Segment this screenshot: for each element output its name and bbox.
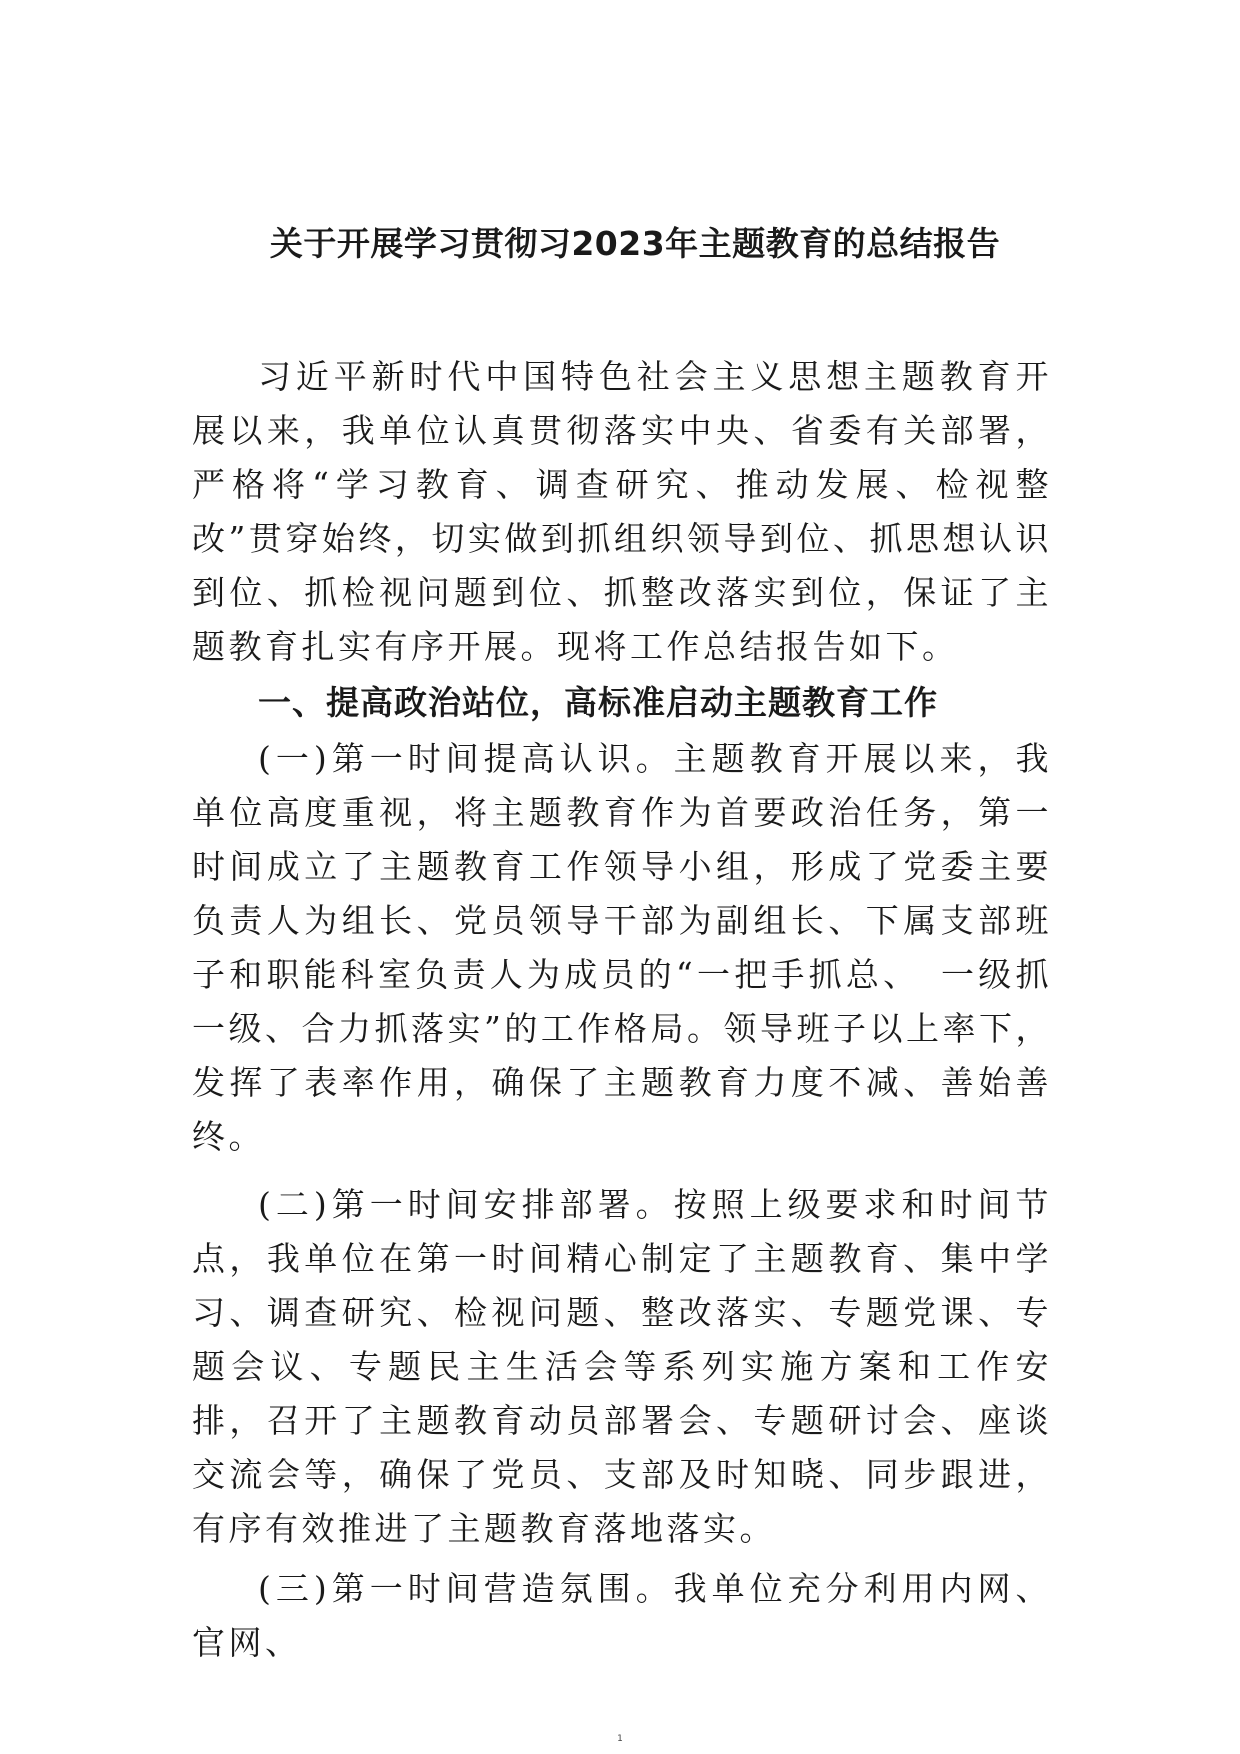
section-heading: 一、提高政治站位，高标准启动主题教育工作 xyxy=(258,683,938,722)
document-body xyxy=(192,350,1052,1670)
body-paragraph: (一)第一时间提高认识。主题教育开展以来，我单位高度重视，将主题教育作为首要政治任务，第一时间成立了主题教育工作领导小组，形成了党委主要负责人为组长、党员领导干部为副组长、下属支部班子和职能科室负责人为成员的“一把手抓总、 一级抓一级、合力抓落实”的工作格局。领导班子以上率下，发挥了表率作用，确保了主题教育力度不减、善始善终。 xyxy=(192,739,1052,1156)
document-title: 关于开展学习贯彻习2023年主题教育的总结报告 xyxy=(269,224,1001,263)
page-number: 1 xyxy=(617,1734,623,1744)
body-paragraph: (二)第一时间安排部署。按照上级要求和时间节点，我单位在第一时间精心制定了主题教育、集中学习、调查研究、检视问题、整改落实、专题党课、专题会议、专题民主生活会等系列实施方案和工作安排，召开了主题教育动员部署会、专题研讨会、座谈交流会等，确保了党员、支部及时知晓、同步跟进，有序有效推进了主题教育落地落实。 xyxy=(192,1185,1052,1548)
body-paragraph: (三)第一时间营造氛围。我单位充分利用内网、官网、 xyxy=(192,1569,1052,1662)
intro-paragraph: 习近平新时代中国特色社会主义思想主题教育开展以来，我单位认真贯彻落实中央、省委有关部署，严格将“学习教育、调查研究、推动发展、检视整改”贯穿始终，切实做到抓组织领导到位、抓思想认识到位、抓检视问题到位、抓整改落实到位，保证了主题教育扎实有序开展。现将工作总结报告如下。 xyxy=(192,357,1052,666)
